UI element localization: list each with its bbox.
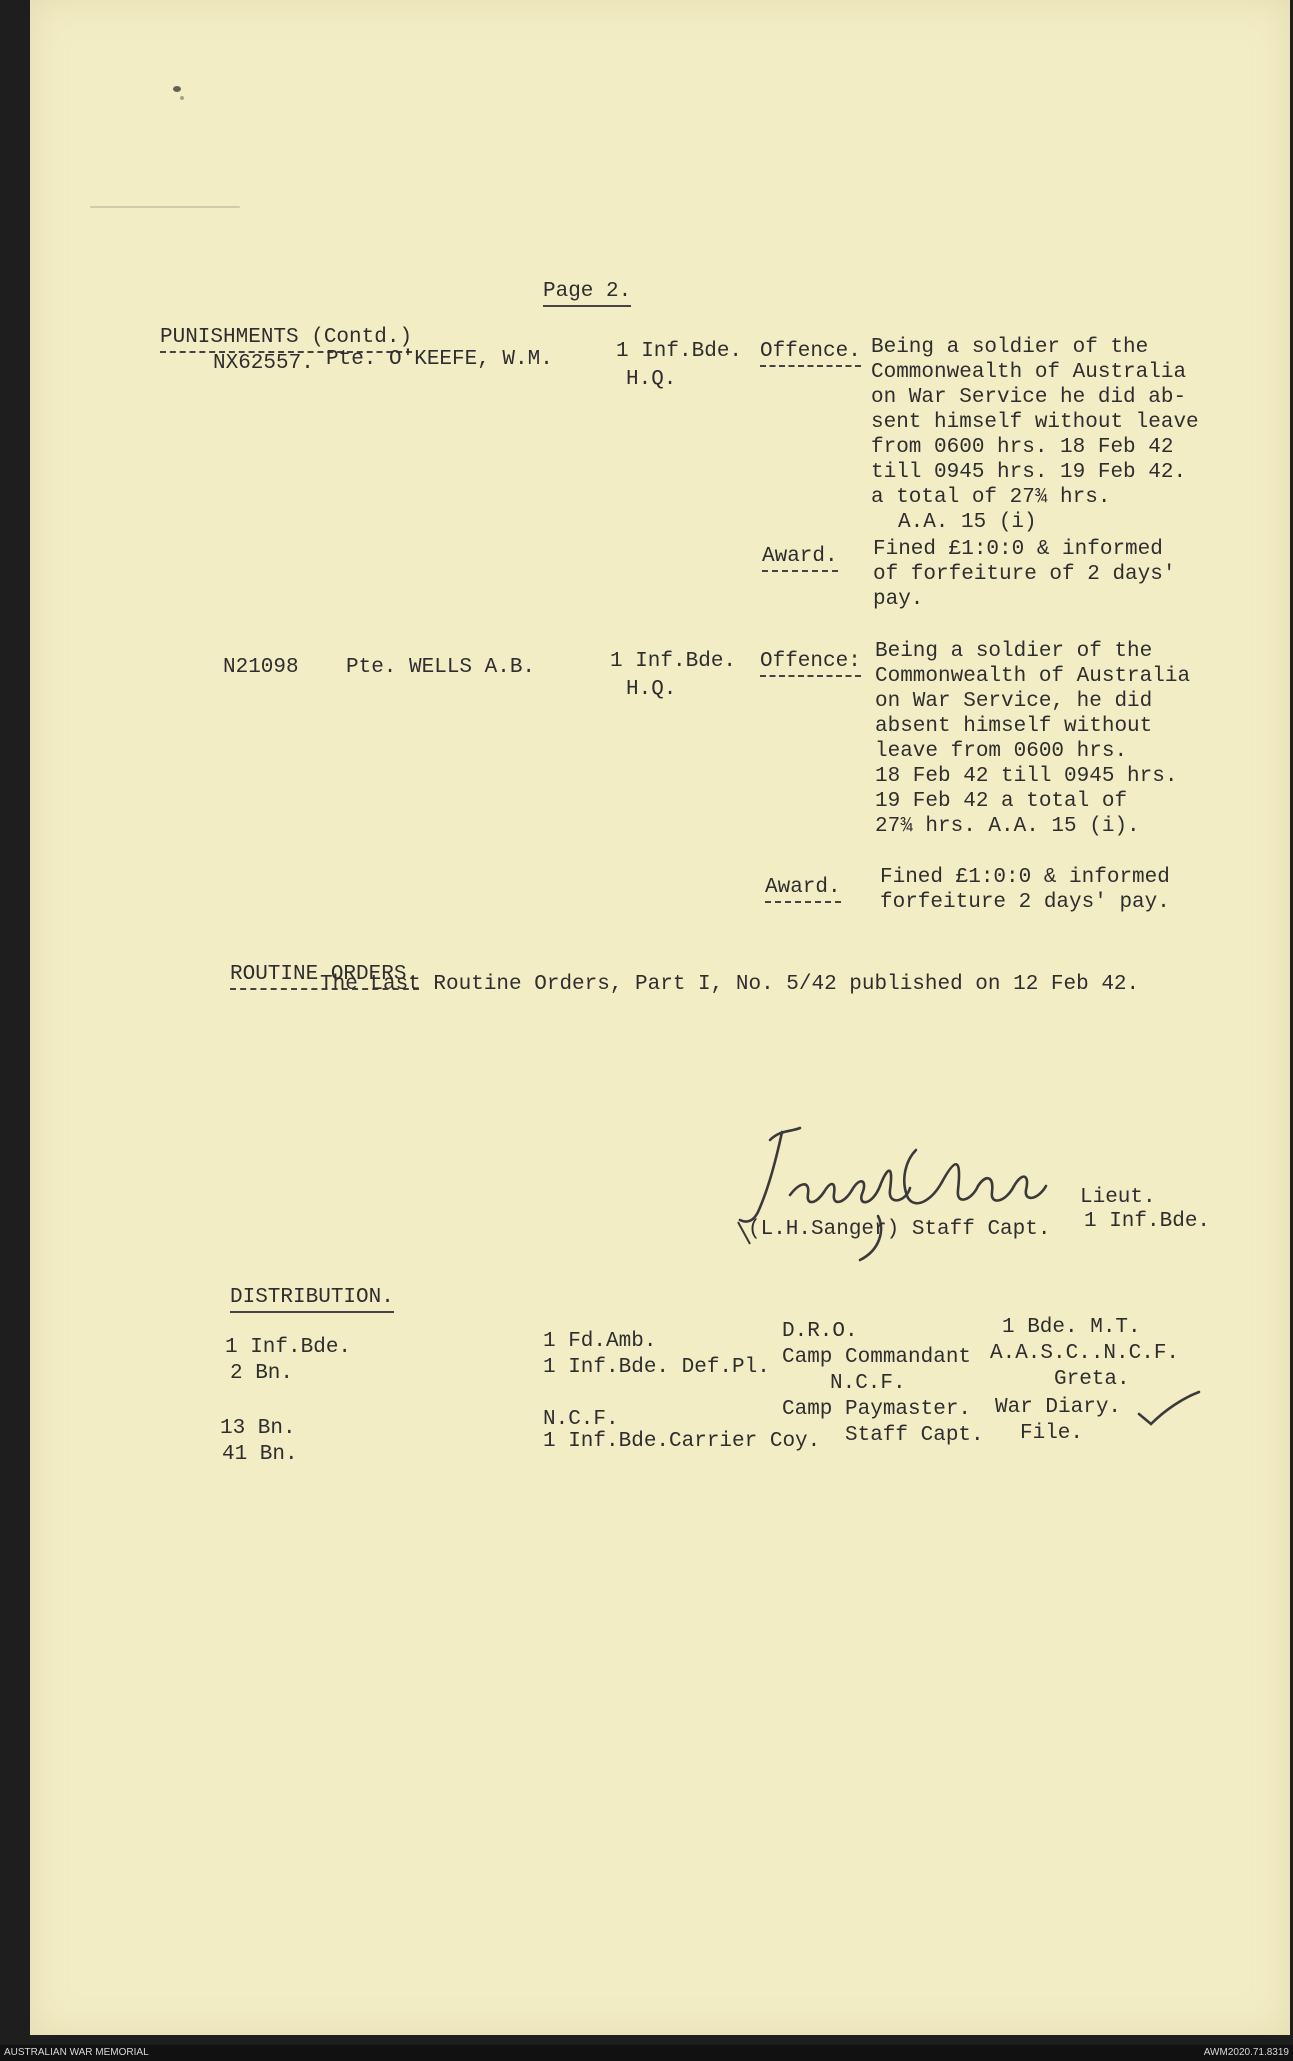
punishments-heading: PUNISHMENTS (Contd.) bbox=[160, 326, 412, 353]
award-label: Award. bbox=[762, 545, 838, 572]
distribution-item: 2 Bn. bbox=[230, 1362, 294, 1385]
distribution-item: War Diary. bbox=[995, 1396, 1122, 1419]
faint-mark bbox=[90, 206, 240, 208]
offence-line: on War Service, he did bbox=[875, 690, 1153, 713]
page-title: Page 2. bbox=[543, 280, 631, 307]
offence-line: leave from 0600 hrs. bbox=[875, 740, 1128, 763]
punch-mark bbox=[173, 86, 181, 92]
offence-line: Being a soldier of the bbox=[875, 640, 1153, 663]
offence-line: sent himself without leave bbox=[871, 411, 1199, 434]
footer-reference: AWM2020.71.8319 bbox=[1203, 2047, 1289, 2058]
offence-label: Offence: bbox=[760, 650, 861, 677]
service-number: NX62557. bbox=[213, 352, 314, 375]
award-line: Fined £1:0:0 & informed bbox=[873, 538, 1163, 561]
footer-bar bbox=[0, 2045, 1293, 2061]
distribution-heading: DISTRIBUTION. bbox=[230, 1286, 394, 1313]
tick-mark-icon bbox=[1135, 1390, 1205, 1430]
award-line: of forfeiture of 2 days' bbox=[873, 563, 1176, 586]
offence-line: A.A. 15 (i) bbox=[898, 511, 1037, 534]
offence-line: Commonwealth of Australia bbox=[875, 665, 1191, 688]
award-line: pay. bbox=[873, 588, 924, 611]
distribution-item: 13 Bn. bbox=[220, 1417, 296, 1440]
offence-line: 27¾ hrs. A.A. 15 (i). bbox=[875, 815, 1140, 838]
distribution-item: D.R.O. bbox=[782, 1320, 858, 1343]
distribution-item: Staff Capt. bbox=[845, 1424, 984, 1447]
award-line: Fined £1:0:0 & informed bbox=[880, 866, 1170, 889]
unit: H.Q. bbox=[626, 368, 677, 391]
service-number: N21098 bbox=[223, 656, 299, 679]
unit: H.Q. bbox=[626, 678, 677, 701]
distribution-item: 1 Inf.Bde. bbox=[225, 1336, 352, 1359]
distribution-item: 1 Fd.Amb. bbox=[543, 1330, 657, 1353]
routine-orders-text: The Last Routine Orders, Part I, No. 5/42 published on 12 Feb 42. bbox=[320, 973, 1140, 996]
offence-line: Commonwealth of Australia bbox=[871, 361, 1187, 384]
footer-source: AUSTRALIAN WAR MEMORIAL bbox=[4, 2047, 149, 2058]
offence-line: 19 Feb 42 a total of bbox=[875, 790, 1128, 813]
distribution-item: A.A.S.C..N.C.F. bbox=[990, 1342, 1180, 1365]
offence-line: on War Service he did ab- bbox=[871, 386, 1187, 409]
signatory-name: (L.H.Sanger) Staff Capt. bbox=[748, 1218, 1051, 1241]
unit: 1 Inf.Bde. bbox=[610, 650, 737, 673]
distribution-item: File. bbox=[1020, 1422, 1084, 1445]
routine-orders-heading: ROUTINE ORDERS. bbox=[230, 963, 419, 990]
document-page bbox=[30, 0, 1290, 2035]
signatory-unit: 1 Inf.Bde. bbox=[1084, 1210, 1211, 1233]
signatory-initial bbox=[734, 1218, 754, 1248]
offence-line: 18 Feb 42 till 0945 hrs. bbox=[875, 765, 1178, 788]
distribution-item: 1 Inf.Bde.Carrier Coy. bbox=[543, 1430, 821, 1453]
offence-line: from 0600 hrs. 18 Feb 42 bbox=[871, 436, 1174, 459]
offence-line: absent himself without bbox=[875, 715, 1153, 738]
offence-line: a total of 27¾ hrs. bbox=[871, 486, 1111, 509]
award-label: Award. bbox=[765, 876, 841, 903]
rank-name: Pte. O'KEEFE, W.M. bbox=[326, 348, 553, 371]
punch-mark bbox=[180, 96, 184, 100]
distribution-item: 1 Inf.Bde. Def.Pl. bbox=[543, 1356, 770, 1379]
distribution-item: Greta. bbox=[1054, 1368, 1130, 1391]
signatory-rank: Lieut. bbox=[1080, 1186, 1156, 1209]
offence-label: Offence. bbox=[760, 340, 861, 367]
offence-line: Being a soldier of the bbox=[871, 336, 1149, 359]
distribution-item: 1 Bde. M.T. bbox=[1002, 1316, 1141, 1339]
offence-line: till 0945 hrs. 19 Feb 42. bbox=[871, 461, 1187, 484]
distribution-item: Camp Paymaster. bbox=[782, 1398, 972, 1421]
rank-name: Pte. WELLS A.B. bbox=[346, 656, 536, 679]
distribution-item: 41 Bn. bbox=[222, 1443, 298, 1466]
distribution-item: N.C.F. bbox=[543, 1408, 619, 1431]
award-line: forfeiture 2 days' pay. bbox=[880, 891, 1170, 914]
distribution-item: Camp Commandant bbox=[782, 1346, 972, 1369]
distribution-item: N.C.F. bbox=[830, 1372, 906, 1395]
unit: 1 Inf.Bde. bbox=[616, 340, 743, 363]
